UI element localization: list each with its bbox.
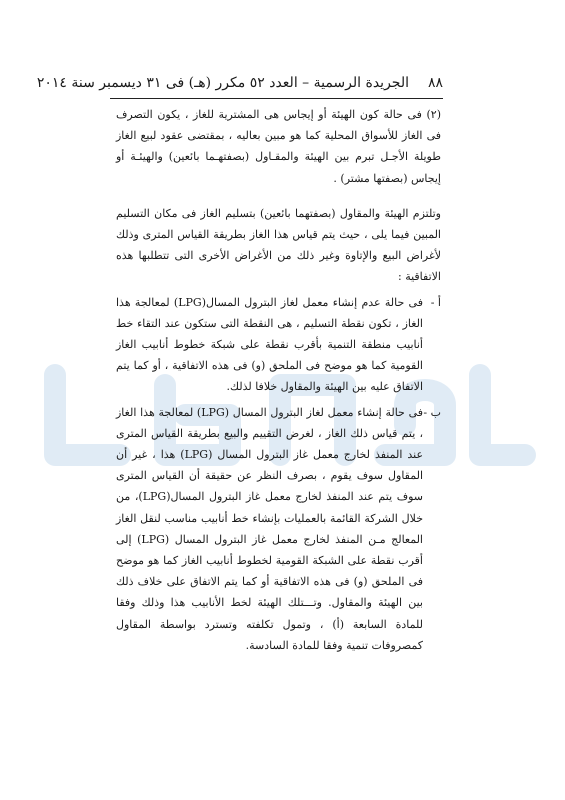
list-item-a [116,292,441,398]
gazette-title: الجريدة الرسمية – العدد ٥٢ مكرر (هـ) فى ٣١ ديسمبر سنة ٢٠١٤ [36,75,409,91]
document-body [116,104,441,660]
list-marker: أ - [430,295,441,309]
header-divider [110,98,443,99]
page-number: ٨٨ [427,75,443,91]
list-item-text: فى حالة إنشاء معمل لغاز البترول المسال (LPG) لمعالجة هذا الغاز ، يتم قياس ذلك الغاز ، لغرض التقييم والبيع بطريقة القياس المترى عند المنفذ لخارج معمل غاز البترول المسال (LPG) هذا ، غير أن المقاول سوف يقوم ، بصرف النظر عن حقيقة أن القياس المترى سوف يتم عند المنفذ لخارج معمل غاز البترول المسال(LPG)، من خلال الشركة القائمة بالعمليات بإنشاء خط أنابيب مناسب لنقل الغاز المعالج مـن المنفذ لخارج معمل غاز البترول المسال (LPG) إلى أقرب نقطة على الشبكة القومية لخطوط أنابيب الغاز كما هو موضح فى الملحق (و) فى هذه الاتفاقية أو كما يتم الاتفاق على خلاف ذلك بين الهيئة والمقاول. وتـــتلك الهيئة لخط الأنابيب هذا وذلك وفقا للمادة السابعة (أ) ، وتمول تكلفته وتسترد بواسطة المقاول كمصروفات تنمية وفقا للمادة السادسة. [116,405,424,652]
list-item-text: فى حالة عدم إنشاء معمل لغاز البترول المسال(LPG) لمعالجة هذا الغاز ، تكون نقطة التسليم ، هى النقطة التى ستكون عند التقاء خط أنابيب منطقة التنمية بأقرب نقطة على شبكة خطوط أنابيب الغاز القومية كما هو موضح فى الملحق (و) فى هذه الاتفاقية ، أو كما يتم الاتفاق عليه بين الهيئة والمقاول خلافا لذلك. [116,295,423,394]
paragraph-delivery-obligation: وتلتزم الهيئة والمقاول (بصفتهما بائعين) بتسليم الغاز فى مكان التسليم المبين فيما يلى ، حيث يتم قياس هذا الغاز بطريقة القياس المترى وذلك لأغراض البيع والإتاوة وغير ذلك من الأغراض الأخرى التى تتطلبها هذه الاتفاقية : [116,206,441,284]
page-header [36,70,443,96]
list-item-b [116,402,441,656]
paragraph-gas-sale: (٢) فى حالة كون الهيئة أو إيجاس هى المشترية للغاز ، يكون التصرف فى الغاز للأسواق المحلية كما هو مبين بعاليه ، بمقتضى عقود لبيع الغاز طويلة الأجـل تبرم بين الهيئة والمقـاول (بصفتهـما بائعين) والهيئـة أو إيجاس (بصفتها مشتر) . [116,108,441,185]
list-marker: ب - [423,405,441,419]
